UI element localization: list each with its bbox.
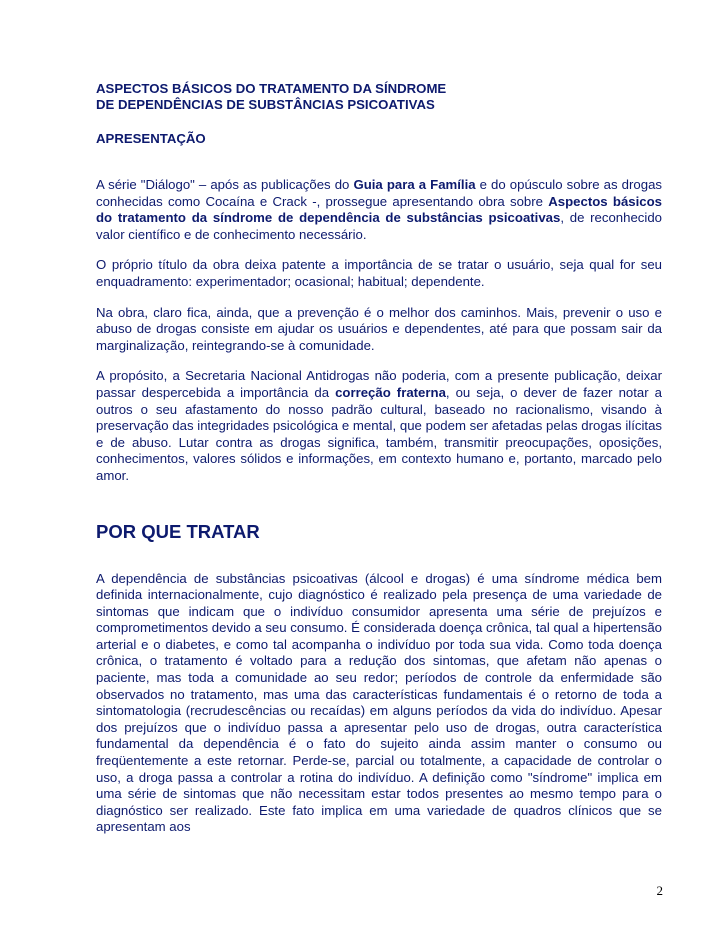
para1-text-3: , de reconhecido valor científico e de conhecimento necessário. — [96, 210, 662, 242]
paragraph-3: Na obra, claro fica, ainda, que a prevenção é o melhor dos caminhos. Mais, prevenir o uso e abuso de drogas consiste em ajudar os usuários e dependentes, até para que possam sair da marginalização, reintegrando-se à comunidade. — [96, 304, 662, 353]
para1-text-1: A série "Diálogo" – após as publicações do — [96, 177, 354, 192]
document-page — [96, 81, 662, 836]
section-heading-apresentacao: APRESENTAÇÃO — [96, 131, 206, 146]
page-number: 2 — [656, 883, 663, 898]
para1-bold-2: Aspectos básicos do tratamento da síndrome de dependência de substâncias psicoativas — [96, 193, 662, 226]
paragraph-4 — [96, 368, 662, 484]
paragraph-2: O próprio título da obra deixa patente a importância de se tratar o usuário, seja qual for seu enquadramento: experimentador; ocasional; habitual; dependente. — [96, 257, 662, 289]
para1-bold-1: Guia para a Família — [353, 177, 476, 192]
para4-bold-1: correção fraterna — [335, 384, 446, 400]
document-title — [96, 81, 662, 113]
title-line-2: DE DEPENDÊNCIAS DE SUBSTÂNCIAS PSICOATIVAS — [96, 97, 435, 112]
section-heading-por-que-tratar: POR QUE TRATAR — [96, 520, 260, 542]
title-line-1: ASPECTOS BÁSICOS DO TRATAMENTO DA SÍNDROME — [96, 81, 447, 96]
para1-text-2: e do opúsculo sobre as drogas conhecidas como Cocaína e Crack -, prossegue apresentando obra sobre — [96, 177, 662, 209]
para4-text-2: , ou seja, o dever de fazer notar a outros o seu afastamento do nosso padrão cultural, baseado no racionalismo, visando à preservação das integridades psicológica e mental, que podem ser afetadas pelas drogas ilícitas e de abuso. Lutar contra as drogas significa, também, transmitir preocupações, oposições, conhecimentos, valores sólidos e informações, em contexto humano e, portanto, marcado pelo amor. — [96, 384, 662, 483]
para4-text-1: A propósito, a Secretaria Nacional Antidrogas não poderia, com a presente publicação, deixar passar despercebida a importância da — [96, 368, 662, 400]
paragraph-5: A dependência de substâncias psicoativas (álcool e drogas) é uma síndrome médica bem definida internacionalmente, cujo diagnóstico é realizado pela presença de uma variedade de sintomas que indicam que o indivíduo consumidor apresenta uma série de prejuízos e comprometimentos devido a seu consumo. É considerada doença crônica, tal qual a hipertensão arterial e o diabetes, e como tal acompanha o indivíduo por toda sua vida. Como toda doença crônica, o tratamento é voltado para a redução dos sintomas, que afetam não apenas o paciente, mas toda a comunidade ao seu redor; períodos de controle da enfermidade são observados no tratamento, mas uma das características fundamentais é o retorno de toda a sintomatologia (recrudescências ou recaídas) em alguns períodos da vida do indivíduo. Apesar dos prejuízos que o indivíduo passa a apresentar pelo uso de drogas, outra característica fundamental da dependência é o fato do sujeito ainda assim manter o consumo ou freqüentemente a este retornar. Perde-se, parcial ou totalmente, a capacidade de controlar o uso, a droga passa a controlar a rotina do indivíduo. A definição como "síndrome" implica em uma série de sintomas que não necessitam estar todos presentes ao mesmo tempo para o diagnóstico ser realizado. Este fato implica em uma variedade de quadros clínicos que se apresentam aos — [96, 570, 662, 835]
paragraph-1 — [96, 177, 662, 243]
